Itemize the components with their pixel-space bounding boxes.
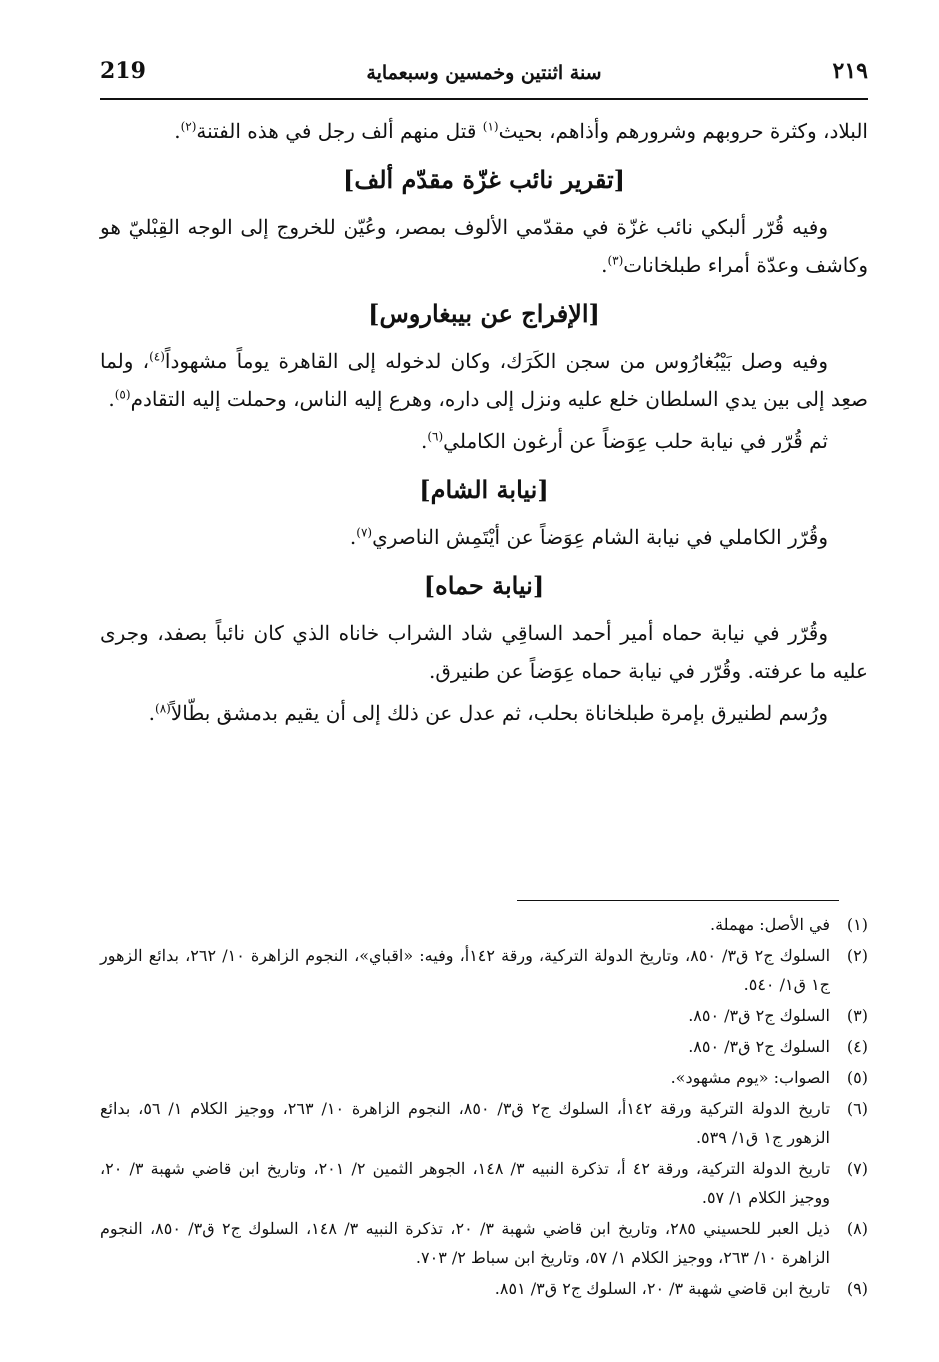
footnote: (١) في الأصل: مهملة. — [710, 915, 868, 934]
footnote: (٦) تاريخ الدولة التركية ورقة ١٤٢أ، السلوك ج٢ ق٣/ ٨٥٠، النجوم الزاهرة ١٠/ ٢٦٣، ووجيز الكلام ١/ ٥٦، بدائع الزهور ج١ ق١/ ٥٣٩. — [100, 1099, 868, 1147]
footnote-ref-2[interactable]: (٢) — [180, 119, 197, 134]
paragraph-3: وفيه وصل بَيْبُغارُوس من سجن الكَرَك، وكان لدخوله إلى القاهرة يوماً مشهوداً$^{(٤)}$، ولما صعِد إلى بين يدي السلطان خلع عليه ونزل إلى داره، وهرع إليه الناس، وحملت إليه التقادم$^{(٥)}$. — [100, 349, 868, 411]
paragraph-6: وقُرّر في نيابة حماه أمير أحمد الساقِي شاد الشراب خاناه الذي كان نائباً بصفد، وجرى عليه ما عرفته. وقُرّر في نيابة حماه عِوَضاً عن طنيرق. — [100, 621, 868, 683]
running-title: سنة اثنتين وخمسين وسبعماية — [366, 62, 602, 84]
footnote: (٧) تاريخ الدولة التركية، ورقة ٤٢ أ، تذكرة النبيه ٣/ ١٤٨، الجوهر الثمين ٢/ ٢٠١، وتاريخ ابن قاضي شهبة ٣/ ٢٠، ووجيز الكلام ١/ ٥٧. — [100, 1159, 868, 1207]
paragraph-1: البلاد، وكثرة حروبهم وشرورهم وأذاهم، بحيث$^{(١)}$ قتل منهم ألف رجل في هذه الفتنة$^{(٢)}$. — [174, 119, 868, 143]
footnote: (٨) ذيل العبر للحسيني ٢٨٥، وتاريخ ابن قاضي شهبة ٣/ ٢٠، تذكرة النبيه ٣/ ١٤٨، السلوك ج٢ ق٣/ ٨٥٠، النجوم الزاهرة ١٠/ ٢٦٣، ووجيز الكلام ١/ ٥٧، وتاريخ ابن سباط ٢/ ٧٠٣. — [100, 1219, 868, 1267]
footnote: (٢) السلوك ج٢ ق٣/ ٨٥٠، وتاريخ الدولة التركية، ورقة ١٤٢أ، وفيه: «اقباي»، النجوم الزاهرة ١٠/ ٢٦٢، بدائع الزهور ج١ ق١/ ٥٤٠. — [100, 946, 868, 994]
section-heading-baybugharus: [الإفراج عن بيبغاروس] — [368, 299, 600, 328]
footnote: (٩) تاريخ ابن قاضي شهبة ٣/ ٢٠، السلوك ج٢ ق٣/ ٨٥١. — [494, 1279, 868, 1298]
footnotes — [100, 910, 868, 1305]
paragraph-2: وفيه قُرّر ألبكي نائب غزّة في مقدّمي الألوف بمصر، وعُيّن للخروج إلى الوجه القِبْليّ هو وكاشف وعدّة أمراء طبلخانات$^{(٣)}$. — [100, 215, 868, 277]
footnote-ref-6[interactable]: (٦) — [427, 429, 444, 444]
footnote-ref-7[interactable]: (٧) — [356, 525, 373, 540]
footnote-ref-5[interactable]: (٥) — [114, 387, 131, 402]
running-header — [100, 56, 868, 96]
section-heading-gaza: [تقرير نائب غزّة مقدّم ألف] — [343, 165, 625, 194]
section-heading-hama: [نيابة حماه] — [423, 571, 545, 600]
footnote-ref-4[interactable]: (٤) — [149, 349, 165, 364]
footnote: (٣) السلوك ج٢ ق٣/ ٨٥٠. — [688, 1006, 868, 1025]
footnote-ref-3[interactable]: (٣) — [607, 253, 624, 268]
footnote-ref-1[interactable]: (١) — [482, 119, 499, 134]
page-number-latin: 219 — [100, 58, 146, 84]
paragraph-7: ورُسم لطنيرق بإمرة طبلخاناة بحلب، ثم عدل عن ذلك إلى أن يقيم بدمشق بطّالاً$^{(٨)}$. — [148, 701, 828, 725]
page-number-arabic: ٢١٩ — [832, 58, 868, 84]
footnote: (٥) الصواب: «يوم مشهود». — [670, 1068, 868, 1087]
section-heading-sham: [نيابة الشام] — [419, 475, 549, 504]
paragraph-4: ثم قُرّر في نيابة حلب عِوَضاً عن أرغون الكاملي$^{(٦)}$. — [420, 429, 828, 453]
footnote: (٤) السلوك ج٢ ق٣/ ٨٥٠. — [688, 1037, 868, 1056]
footnote-ref-8[interactable]: (٨) — [155, 701, 171, 716]
main-text — [100, 112, 868, 736]
footnote-separator — [517, 900, 839, 901]
paragraph-5: وقُرّر الكاملي في نيابة الشام عِوَضاً عن أيْتَمِش الناصري$^{(٧)}$. — [349, 525, 828, 549]
header-rule — [100, 98, 868, 100]
